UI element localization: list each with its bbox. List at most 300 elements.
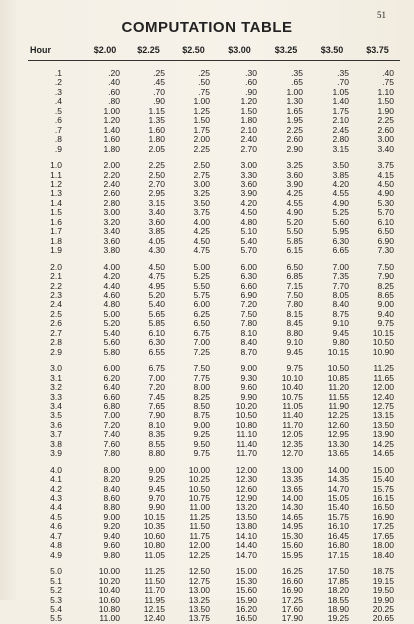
amount-cell: 2.80 bbox=[103, 197, 120, 208]
hour-cell: 3.4 bbox=[50, 400, 62, 411]
hour-cell: 2.3 bbox=[50, 289, 62, 300]
amount-cell: 4.50 bbox=[240, 207, 257, 218]
header-rate: $2.25 bbox=[126, 44, 171, 61]
amount-cell: 11.25 bbox=[189, 511, 210, 522]
amount-cell: 17.85 bbox=[327, 575, 349, 586]
amount-cell: .65 bbox=[291, 77, 303, 88]
amount-cell: 4.40 bbox=[103, 280, 120, 291]
amount-cell: 6.10 bbox=[377, 216, 394, 227]
amount-cell: 6.30 bbox=[332, 235, 349, 246]
hour-cell: .5 bbox=[54, 105, 62, 116]
amount-cell: 1.50 bbox=[193, 115, 210, 126]
amount-cell: 14.65 bbox=[281, 511, 303, 522]
hour-cell: .6 bbox=[54, 115, 62, 126]
amount-cell: 16.45 bbox=[327, 530, 349, 541]
amount-cell: 9.00 bbox=[240, 363, 257, 374]
amount-cell: 5.40 bbox=[148, 299, 165, 310]
amount-cell: 17.90 bbox=[281, 613, 303, 624]
amount-cell: 7.45 bbox=[148, 391, 165, 402]
amount-cell: 10.15 bbox=[327, 346, 349, 357]
amount-cell: 9.80 bbox=[332, 337, 349, 348]
amount-cell: 13.50 bbox=[188, 604, 210, 615]
amount-cell: 11.00 bbox=[189, 502, 210, 513]
amount-cell: 3.40 bbox=[103, 226, 120, 237]
amount-cell: 10.25 bbox=[188, 474, 210, 485]
amount-cell: 4.90 bbox=[286, 207, 303, 218]
amount-cell: 1.00 bbox=[286, 86, 303, 97]
amount-cell: 10.85 bbox=[327, 372, 349, 383]
amount-cell: 8.40 bbox=[240, 337, 257, 348]
amount-cell: 3.90 bbox=[286, 178, 303, 189]
amount-cell: 5.40 bbox=[103, 327, 120, 338]
hour-cell: 2.1 bbox=[50, 271, 62, 282]
header-rate: $2.00 bbox=[84, 44, 126, 61]
amount-cell: 4.05 bbox=[148, 235, 165, 246]
amount-cell: 12.75 bbox=[372, 400, 394, 411]
amount-cell: 5.60 bbox=[332, 216, 349, 227]
amount-cell: 9.10 bbox=[286, 337, 303, 348]
amount-cell: 13.90 bbox=[372, 429, 394, 440]
amount-cell: 3.50 bbox=[193, 197, 210, 208]
amount-cell: .75 bbox=[198, 86, 210, 97]
amount-cell: 8.10 bbox=[148, 419, 165, 430]
hour-cell: 1.7 bbox=[50, 226, 62, 237]
amount-cell: 5.00 bbox=[103, 308, 120, 319]
amount-cell: 9.90 bbox=[148, 502, 165, 513]
table-row bbox=[28, 348, 400, 357]
amount-cell: 5.30 bbox=[377, 197, 394, 208]
amount-cell: 7.00 bbox=[148, 372, 165, 383]
amount-cell: 13.30 bbox=[327, 438, 349, 449]
amount-cell: 3.85 bbox=[332, 169, 349, 180]
amount-cell: 9.00 bbox=[193, 419, 210, 430]
amount-cell: 4.90 bbox=[332, 197, 349, 208]
hour-cell: 3.6 bbox=[50, 419, 62, 430]
amount-cell: 3.00 bbox=[377, 134, 394, 145]
amount-cell: 4.00 bbox=[103, 261, 120, 272]
table-row bbox=[28, 246, 400, 255]
amount-cell: 8.00 bbox=[103, 464, 120, 475]
amount-cell: 5.75 bbox=[193, 289, 210, 300]
amount-cell: 13.65 bbox=[281, 483, 303, 494]
amount-cell: 10.60 bbox=[143, 530, 165, 541]
hour-cell: 1.5 bbox=[50, 207, 62, 218]
amount-cell: 5.00 bbox=[193, 261, 210, 272]
amount-cell: 13.50 bbox=[235, 511, 257, 522]
amount-cell: 1.90 bbox=[377, 105, 394, 116]
hour-cell: 4.1 bbox=[50, 474, 62, 485]
amount-cell: 8.25 bbox=[377, 280, 394, 291]
hour-cell: 2.8 bbox=[50, 337, 62, 348]
amount-cell: 7.20 bbox=[103, 419, 120, 430]
amount-cell: 9.10 bbox=[332, 318, 349, 329]
hour-cell: 4.0 bbox=[50, 464, 62, 475]
amount-cell: 4.50 bbox=[148, 261, 165, 272]
amount-cell: 16.90 bbox=[372, 511, 394, 522]
amount-cell: 3.00 bbox=[240, 160, 257, 171]
amount-cell: 1.50 bbox=[377, 96, 394, 107]
amount-cell: 3.85 bbox=[148, 226, 165, 237]
amount-cell: 7.50 bbox=[240, 308, 257, 319]
amount-cell: 4.30 bbox=[148, 245, 165, 256]
amount-cell: 5.80 bbox=[103, 346, 120, 357]
amount-cell: 1.75 bbox=[332, 105, 349, 116]
amount-cell: 10.00 bbox=[98, 566, 120, 577]
amount-cell: 8.75 bbox=[193, 410, 210, 421]
amount-cell: 1.00 bbox=[193, 96, 210, 107]
amount-cell: 3.15 bbox=[332, 143, 349, 154]
hour-cell: 1.2 bbox=[50, 178, 62, 189]
amount-cell: 9.60 bbox=[240, 382, 257, 393]
amount-cell: 10.60 bbox=[98, 594, 120, 605]
amount-cell: 4.25 bbox=[193, 226, 210, 237]
amount-cell: 16.20 bbox=[235, 604, 257, 615]
header-rate: $2.50 bbox=[171, 44, 216, 61]
amount-cell: 10.10 bbox=[281, 372, 303, 383]
hour-cell: 3.9 bbox=[50, 448, 62, 459]
amount-cell: 11.65 bbox=[373, 372, 394, 383]
amount-cell: 11.05 bbox=[144, 549, 165, 560]
amount-cell: 17.25 bbox=[281, 594, 303, 605]
amount-cell: 2.40 bbox=[240, 134, 257, 145]
amount-cell: 1.30 bbox=[286, 96, 303, 107]
amount-cell: 12.35 bbox=[281, 438, 303, 449]
amount-cell: 9.60 bbox=[103, 540, 120, 551]
amount-cell: 8.40 bbox=[103, 483, 120, 494]
amount-cell: 8.15 bbox=[286, 308, 303, 319]
amount-cell: 2.95 bbox=[148, 188, 165, 199]
amount-cell: 6.85 bbox=[286, 271, 303, 282]
amount-cell: 17.65 bbox=[372, 530, 394, 541]
amount-cell: 11.40 bbox=[236, 438, 257, 449]
amount-cell: 8.60 bbox=[103, 493, 120, 504]
amount-cell: 3.25 bbox=[193, 188, 210, 199]
amount-cell: 13.65 bbox=[327, 448, 349, 459]
amount-cell: 6.75 bbox=[148, 363, 165, 374]
amount-cell: 9.45 bbox=[286, 346, 303, 357]
hour-cell: 3.8 bbox=[50, 438, 62, 449]
table-body bbox=[28, 61, 400, 624]
amount-cell: 12.30 bbox=[235, 474, 257, 485]
amount-cell: 2.60 bbox=[286, 134, 303, 145]
amount-cell: 5.60 bbox=[103, 337, 120, 348]
amount-cell: 2.70 bbox=[148, 178, 165, 189]
amount-cell: 11.90 bbox=[328, 400, 349, 411]
amount-cell: 14.70 bbox=[327, 483, 349, 494]
amount-cell: 10.00 bbox=[188, 464, 210, 475]
amount-cell: 8.80 bbox=[103, 502, 120, 513]
hour-cell: 3.1 bbox=[50, 372, 62, 383]
amount-cell: 16.60 bbox=[281, 575, 303, 586]
amount-cell: 12.00 bbox=[188, 540, 210, 551]
amount-cell: 9.40 bbox=[103, 530, 120, 541]
hour-cell: 2.7 bbox=[50, 327, 62, 338]
amount-cell: 8.05 bbox=[332, 289, 349, 300]
amount-cell: 14.95 bbox=[281, 521, 303, 532]
amount-cell: 10.40 bbox=[98, 585, 120, 596]
amount-cell: 4.80 bbox=[103, 299, 120, 310]
amount-cell: .50 bbox=[198, 77, 210, 88]
amount-cell: 17.60 bbox=[281, 604, 303, 615]
amount-cell: 11.50 bbox=[144, 575, 165, 586]
amount-cell: 7.00 bbox=[193, 337, 210, 348]
amount-cell: 10.50 bbox=[372, 337, 394, 348]
amount-cell: 10.80 bbox=[143, 540, 165, 551]
amount-cell: 5.20 bbox=[286, 216, 303, 227]
amount-cell: 3.75 bbox=[193, 207, 210, 218]
amount-cell: 5.20 bbox=[103, 318, 120, 329]
hour-cell: 5.4 bbox=[50, 604, 62, 615]
amount-cell: 4.20 bbox=[240, 197, 257, 208]
amount-cell: 10.50 bbox=[235, 410, 257, 421]
amount-cell: 11.10 bbox=[236, 429, 257, 440]
amount-cell: 3.60 bbox=[148, 216, 165, 227]
amount-cell: 12.05 bbox=[281, 429, 303, 440]
amount-cell: 1.00 bbox=[103, 105, 120, 116]
amount-cell: .40 bbox=[382, 68, 394, 78]
header-rate: $3.50 bbox=[309, 44, 355, 61]
amount-cell: 6.80 bbox=[103, 400, 120, 411]
amount-cell: 18.90 bbox=[327, 604, 349, 615]
amount-cell: 7.80 bbox=[240, 318, 257, 329]
amount-cell: 18.00 bbox=[372, 540, 394, 551]
amount-cell: 19.50 bbox=[372, 585, 394, 596]
amount-cell: .70 bbox=[337, 77, 349, 88]
amount-cell: 8.45 bbox=[286, 318, 303, 329]
amount-cell: 10.15 bbox=[372, 327, 394, 338]
hour-cell: 2.5 bbox=[50, 308, 62, 319]
amount-cell: 3.25 bbox=[286, 160, 303, 171]
amount-cell: 8.65 bbox=[377, 289, 394, 300]
amount-cell: .25 bbox=[198, 68, 210, 78]
amount-cell: 13.80 bbox=[235, 521, 257, 532]
amount-cell: 5.70 bbox=[377, 207, 394, 218]
amount-cell: 3.40 bbox=[377, 143, 394, 154]
amount-cell: 2.70 bbox=[240, 143, 257, 154]
amount-cell: 2.25 bbox=[193, 143, 210, 154]
amount-cell: 6.30 bbox=[240, 271, 257, 282]
amount-cell: 10.75 bbox=[188, 493, 210, 504]
amount-cell: .90 bbox=[153, 96, 165, 107]
amount-cell: 6.00 bbox=[240, 261, 257, 272]
amount-cell: 7.50 bbox=[377, 261, 394, 272]
amount-cell: 13.15 bbox=[372, 410, 394, 421]
amount-cell: 7.80 bbox=[103, 448, 120, 459]
amount-cell: 6.55 bbox=[148, 346, 165, 357]
amount-cell: 16.80 bbox=[327, 540, 349, 551]
amount-cell: 4.20 bbox=[332, 178, 349, 189]
amount-cell: 10.40 bbox=[281, 382, 303, 393]
amount-cell: 12.75 bbox=[188, 575, 210, 586]
amount-cell: 4.20 bbox=[103, 271, 120, 282]
amount-cell: 13.75 bbox=[188, 613, 210, 624]
amount-cell: 1.20 bbox=[240, 96, 257, 107]
amount-cell: 10.80 bbox=[235, 419, 257, 430]
header-rate: $3.75 bbox=[355, 44, 400, 61]
amount-cell: 6.30 bbox=[148, 337, 165, 348]
hour-cell: .3 bbox=[54, 86, 62, 97]
amount-cell: 2.05 bbox=[148, 143, 165, 154]
amount-cell: 12.25 bbox=[188, 549, 210, 560]
hour-cell: 4.6 bbox=[50, 521, 62, 532]
amount-cell: 12.90 bbox=[235, 493, 257, 504]
hour-cell: 5.5 bbox=[50, 613, 62, 624]
amount-cell: .60 bbox=[245, 77, 257, 88]
amount-cell: 15.75 bbox=[327, 511, 349, 522]
amount-cell: 6.50 bbox=[377, 226, 394, 237]
amount-cell: 8.40 bbox=[332, 299, 349, 310]
amount-cell: 4.00 bbox=[193, 216, 210, 227]
amount-cell: 20.65 bbox=[372, 613, 394, 624]
amount-cell: 1.25 bbox=[193, 105, 210, 116]
amount-cell: 14.25 bbox=[372, 438, 394, 449]
amount-cell: 9.90 bbox=[240, 391, 257, 402]
hour-cell: .8 bbox=[54, 134, 62, 145]
amount-cell: 9.30 bbox=[240, 372, 257, 383]
amount-cell: 15.60 bbox=[281, 540, 303, 551]
amount-cell: 9.50 bbox=[193, 438, 210, 449]
amount-cell: 7.60 bbox=[103, 438, 120, 449]
amount-cell: 8.70 bbox=[240, 346, 257, 357]
hour-cell: 1.3 bbox=[50, 188, 62, 199]
hour-cell: 5.3 bbox=[50, 594, 62, 605]
amount-cell: 4.55 bbox=[286, 197, 303, 208]
amount-cell: 11.40 bbox=[282, 410, 303, 421]
amount-cell: 2.50 bbox=[193, 160, 210, 171]
amount-cell: 2.90 bbox=[286, 143, 303, 154]
table-row bbox=[28, 145, 400, 154]
amount-cell: 11.25 bbox=[144, 566, 165, 577]
amount-cell: 6.90 bbox=[240, 289, 257, 300]
hour-cell: 5.0 bbox=[50, 566, 62, 577]
amount-cell: 15.00 bbox=[372, 464, 394, 475]
amount-cell: 15.40 bbox=[372, 474, 394, 485]
amount-cell: 1.05 bbox=[332, 86, 349, 97]
amount-cell: 9.00 bbox=[103, 511, 120, 522]
amount-cell: 12.60 bbox=[235, 483, 257, 494]
amount-cell: 7.20 bbox=[240, 299, 257, 310]
amount-cell: 7.70 bbox=[332, 280, 349, 291]
amount-cell: 6.25 bbox=[193, 308, 210, 319]
amount-cell: 9.25 bbox=[148, 474, 165, 485]
amount-cell: 7.30 bbox=[377, 245, 394, 256]
amount-cell: 6.60 bbox=[240, 280, 257, 291]
amount-cell: 12.95 bbox=[327, 429, 349, 440]
amount-cell: 3.90 bbox=[240, 188, 257, 199]
amount-cell: 4.15 bbox=[377, 169, 394, 180]
amount-cell: 2.25 bbox=[286, 124, 303, 135]
amount-cell: 14.40 bbox=[235, 540, 257, 551]
amount-cell: 7.00 bbox=[103, 410, 120, 421]
amount-cell: 8.35 bbox=[148, 429, 165, 440]
amount-cell: 1.20 bbox=[103, 115, 120, 126]
amount-cell: 19.15 bbox=[372, 575, 394, 586]
amount-cell: 14.00 bbox=[281, 493, 303, 504]
amount-cell: 9.00 bbox=[148, 464, 165, 475]
header-row bbox=[28, 44, 400, 61]
amount-cell: 1.15 bbox=[148, 105, 165, 116]
amount-cell: 1.95 bbox=[286, 115, 303, 126]
hour-cell: 5.1 bbox=[50, 575, 62, 586]
amount-cell: 11.70 bbox=[282, 419, 303, 430]
amount-cell: 2.00 bbox=[103, 160, 120, 171]
amount-cell: 7.50 bbox=[193, 363, 210, 374]
amount-cell: 3.80 bbox=[103, 245, 120, 256]
hour-cell: 3.7 bbox=[50, 429, 62, 440]
amount-cell: 13.20 bbox=[235, 502, 257, 513]
amount-cell: 12.15 bbox=[143, 604, 165, 615]
hour-cell: 4.9 bbox=[50, 549, 62, 560]
amount-cell: 2.10 bbox=[240, 124, 257, 135]
amount-cell: 16.50 bbox=[372, 502, 394, 513]
amount-cell: 17.50 bbox=[327, 566, 349, 577]
amount-cell: 1.65 bbox=[286, 105, 303, 116]
amount-cell: 10.20 bbox=[235, 400, 257, 411]
amount-cell: 4.55 bbox=[332, 188, 349, 199]
amount-cell: 4.25 bbox=[286, 188, 303, 199]
hour-cell: 4.2 bbox=[50, 483, 62, 494]
hour-cell: 4.4 bbox=[50, 502, 62, 513]
amount-cell: 19.25 bbox=[327, 613, 349, 624]
amount-cell: 3.40 bbox=[148, 207, 165, 218]
amount-cell: 11.50 bbox=[189, 521, 210, 532]
amount-cell: 2.25 bbox=[148, 160, 165, 171]
amount-cell: 8.20 bbox=[103, 474, 120, 485]
amount-cell: 2.75 bbox=[193, 169, 210, 180]
amount-cell: 10.75 bbox=[281, 391, 303, 402]
amount-cell: 6.75 bbox=[193, 327, 210, 338]
amount-cell: 6.00 bbox=[193, 299, 210, 310]
amount-cell: 5.40 bbox=[240, 235, 257, 246]
amount-cell: 15.60 bbox=[235, 585, 257, 596]
amount-cell: 16.50 bbox=[235, 613, 257, 624]
amount-cell: 15.90 bbox=[235, 594, 257, 605]
amount-cell: 2.00 bbox=[193, 134, 210, 145]
amount-cell: 5.85 bbox=[148, 318, 165, 329]
amount-cell: 15.95 bbox=[281, 549, 303, 560]
amount-cell: 3.60 bbox=[240, 178, 257, 189]
amount-cell: 7.90 bbox=[377, 271, 394, 282]
amount-cell: 9.00 bbox=[377, 299, 394, 310]
amount-cell: .70 bbox=[153, 86, 165, 97]
amount-cell: 11.70 bbox=[144, 585, 165, 596]
table-row bbox=[28, 596, 400, 605]
amount-cell: 1.60 bbox=[148, 124, 165, 135]
amount-cell: 1.35 bbox=[148, 115, 165, 126]
amount-cell: 14.70 bbox=[235, 549, 257, 560]
amount-cell: 3.60 bbox=[286, 169, 303, 180]
amount-cell: .75 bbox=[382, 77, 394, 88]
amount-cell: 3.00 bbox=[103, 207, 120, 218]
amount-cell: 10.20 bbox=[98, 575, 120, 586]
amount-cell: 9.45 bbox=[332, 327, 349, 338]
amount-cell: 7.75 bbox=[193, 372, 210, 383]
amount-cell: .45 bbox=[153, 77, 165, 88]
amount-cell: 18.75 bbox=[372, 566, 394, 577]
amount-cell: 8.10 bbox=[240, 327, 257, 338]
amount-cell: 7.90 bbox=[148, 410, 165, 421]
hour-cell: 1.0 bbox=[50, 160, 62, 171]
amount-cell: 3.75 bbox=[377, 160, 394, 171]
header-rate: $3.25 bbox=[263, 44, 309, 61]
amount-cell: 12.00 bbox=[372, 382, 394, 393]
amount-cell: 11.75 bbox=[189, 530, 210, 541]
amount-cell: 9.75 bbox=[193, 448, 210, 459]
amount-cell: 11.20 bbox=[328, 382, 349, 393]
amount-cell: 9.40 bbox=[377, 308, 394, 319]
amount-cell: 8.00 bbox=[193, 382, 210, 393]
amount-cell: .25 bbox=[153, 68, 165, 78]
